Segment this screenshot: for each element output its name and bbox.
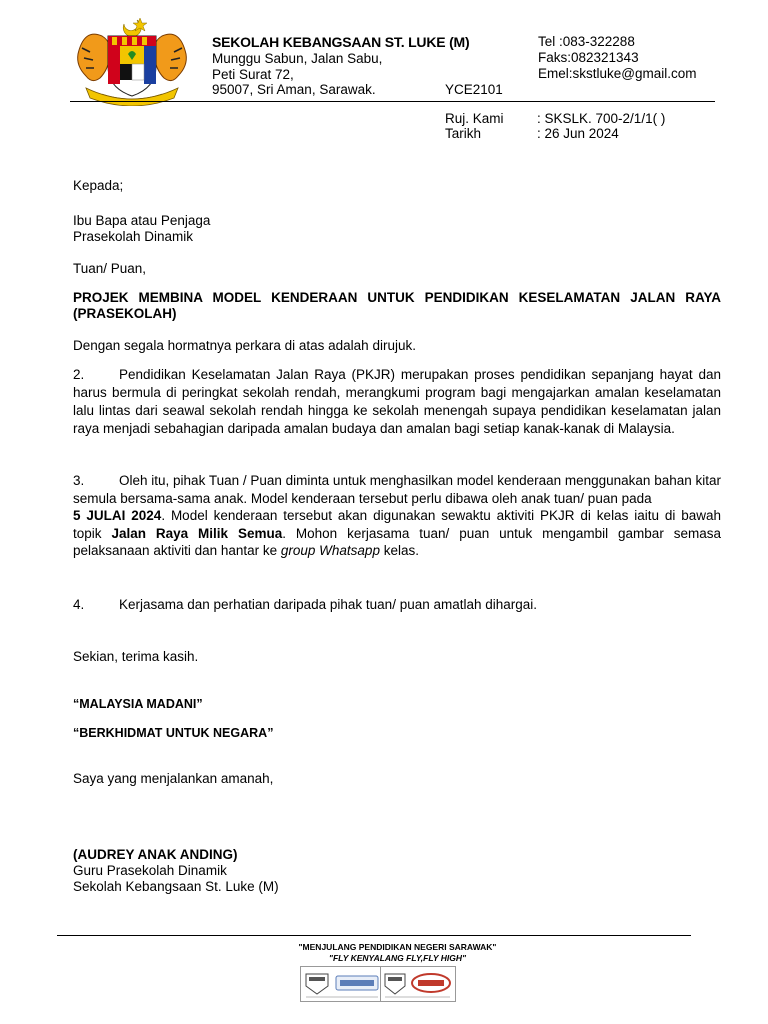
tarikh-value: : 26 Jun 2024	[537, 126, 619, 141]
paragraph-4-number: 4.	[73, 597, 85, 612]
paragraph-4-text: Kerjasama dan perhatian daripada pihak tuan/ puan amatlah dihargai.	[119, 597, 538, 612]
letter-subject: PROJEK MEMBINA MODEL KENDERAAN UNTUK PENDIDIKAN KESELAMATAN JALAN RAYA (PRASEKOLAH)	[73, 290, 721, 321]
paragraph-3	[73, 472, 721, 560]
address-line-2: Peti Surat 72,	[212, 67, 294, 82]
signer-school: Sekolah Kebangsaan St. Luke (M)	[73, 879, 279, 894]
paragraph-3-text-d: kelas.	[379, 543, 419, 558]
footer-slogan-1: "MENJULANG PENDIDIKAN NEGERI SARAWAK"	[298, 942, 497, 952]
motto-malaysia-madani: “MALAYSIA MADANI”	[73, 697, 203, 711]
kepada: Kepada;	[73, 178, 124, 193]
paragraph-3-text-c: . Mohon kerjasama tuan/ puan untuk mengambil gambar semasa pelaksanaan aktiviti dan hantar ke	[73, 525, 721, 558]
paragraph-2-number: 2.	[73, 367, 85, 382]
email: Emel:skstluke@gmail.com	[538, 66, 697, 81]
topic-name: Jalan Raya Milik Semua	[111, 525, 283, 541]
ruj-value: : SKSLK. 700-2/1/1( )	[537, 111, 666, 126]
salutation: Tuan/ Puan,	[73, 261, 147, 276]
footer-divider	[57, 935, 691, 936]
telephone: Tel :083-322288	[538, 34, 635, 49]
header-divider	[70, 101, 715, 102]
address-line-3: 95007, Sri Aman, Sarawak.	[212, 82, 376, 97]
footer-slogan-2: "FLY KENYALANG FLY,FLY HIGH"	[328, 953, 467, 963]
school-code: YCE2101	[445, 82, 503, 97]
coat-of-arms-logo	[72, 14, 192, 106]
iqnet-certification-logo	[300, 966, 384, 1002]
recipient-line-2: Prasekolah Dinamik	[73, 229, 194, 244]
paragraph-2	[73, 366, 721, 438]
submission-date: 5 JULAI 2024	[73, 508, 162, 523]
signer-name: (AUDREY ANAK ANDING)	[73, 847, 238, 862]
signer-title: Guru Prasekolah Dinamik	[73, 863, 227, 878]
tarikh-label: Tarikh	[445, 126, 482, 141]
standards-certification-logo	[380, 966, 456, 1002]
ruj-label: Ruj. Kami	[445, 111, 504, 126]
closing-line: Sekian, terima kasih.	[73, 649, 199, 664]
fax: Faks:082321343	[538, 50, 639, 65]
whatsapp-group-text: group Whatsapp	[280, 543, 380, 558]
paragraph-3-number: 3.	[73, 473, 85, 488]
recipient-line-1: Ibu Bapa atau Penjaga	[73, 213, 211, 228]
paragraph-3-text-b: . Model kenderaan tersebut akan digunakan sewaktu aktiviti PKJR di kelas iaitu di bawah topik	[73, 508, 722, 541]
motto-berkhidmat: “BERKHIDMAT UNTUK NEGARA”	[73, 726, 274, 740]
opening-line: Dengan segala hormatnya perkara di atas adalah dirujuk.	[73, 338, 416, 353]
paragraph-4	[73, 596, 721, 614]
school-name: SEKOLAH KEBANGSAAN ST. LUKE (M)	[212, 34, 470, 50]
address-line-1: Munggu Sabun, Jalan Sabu,	[212, 51, 383, 66]
paragraph-3-text-a: Oleh itu, pihak Tuan / Puan diminta untuk menghasilkan model kenderaan menggunakan bahan kitar semula bersama-sama anak. Model kenderaan tersebut perlu dibawa oleh anak tuan/ puan pada	[73, 473, 721, 506]
paragraph-2-text: Pendidikan Keselamatan Jalan Raya (PKJR) merupakan proses pendidikan sepanjang hayat dan harus bermula di peringkat sekolah rendah, merangkumi program bagi mengajarkan amalan keselamatan lalu lintas dari seawal sekolah rendah hingga ke sekolah menengah supaya pendidikan keselamatan jalan raya menjadi sebahagian daripada amalan budaya dan amalan bagi setiap kanak-kanak di Malaysia.	[73, 367, 721, 436]
signoff-line: Saya yang menjalankan amanah,	[73, 771, 274, 786]
